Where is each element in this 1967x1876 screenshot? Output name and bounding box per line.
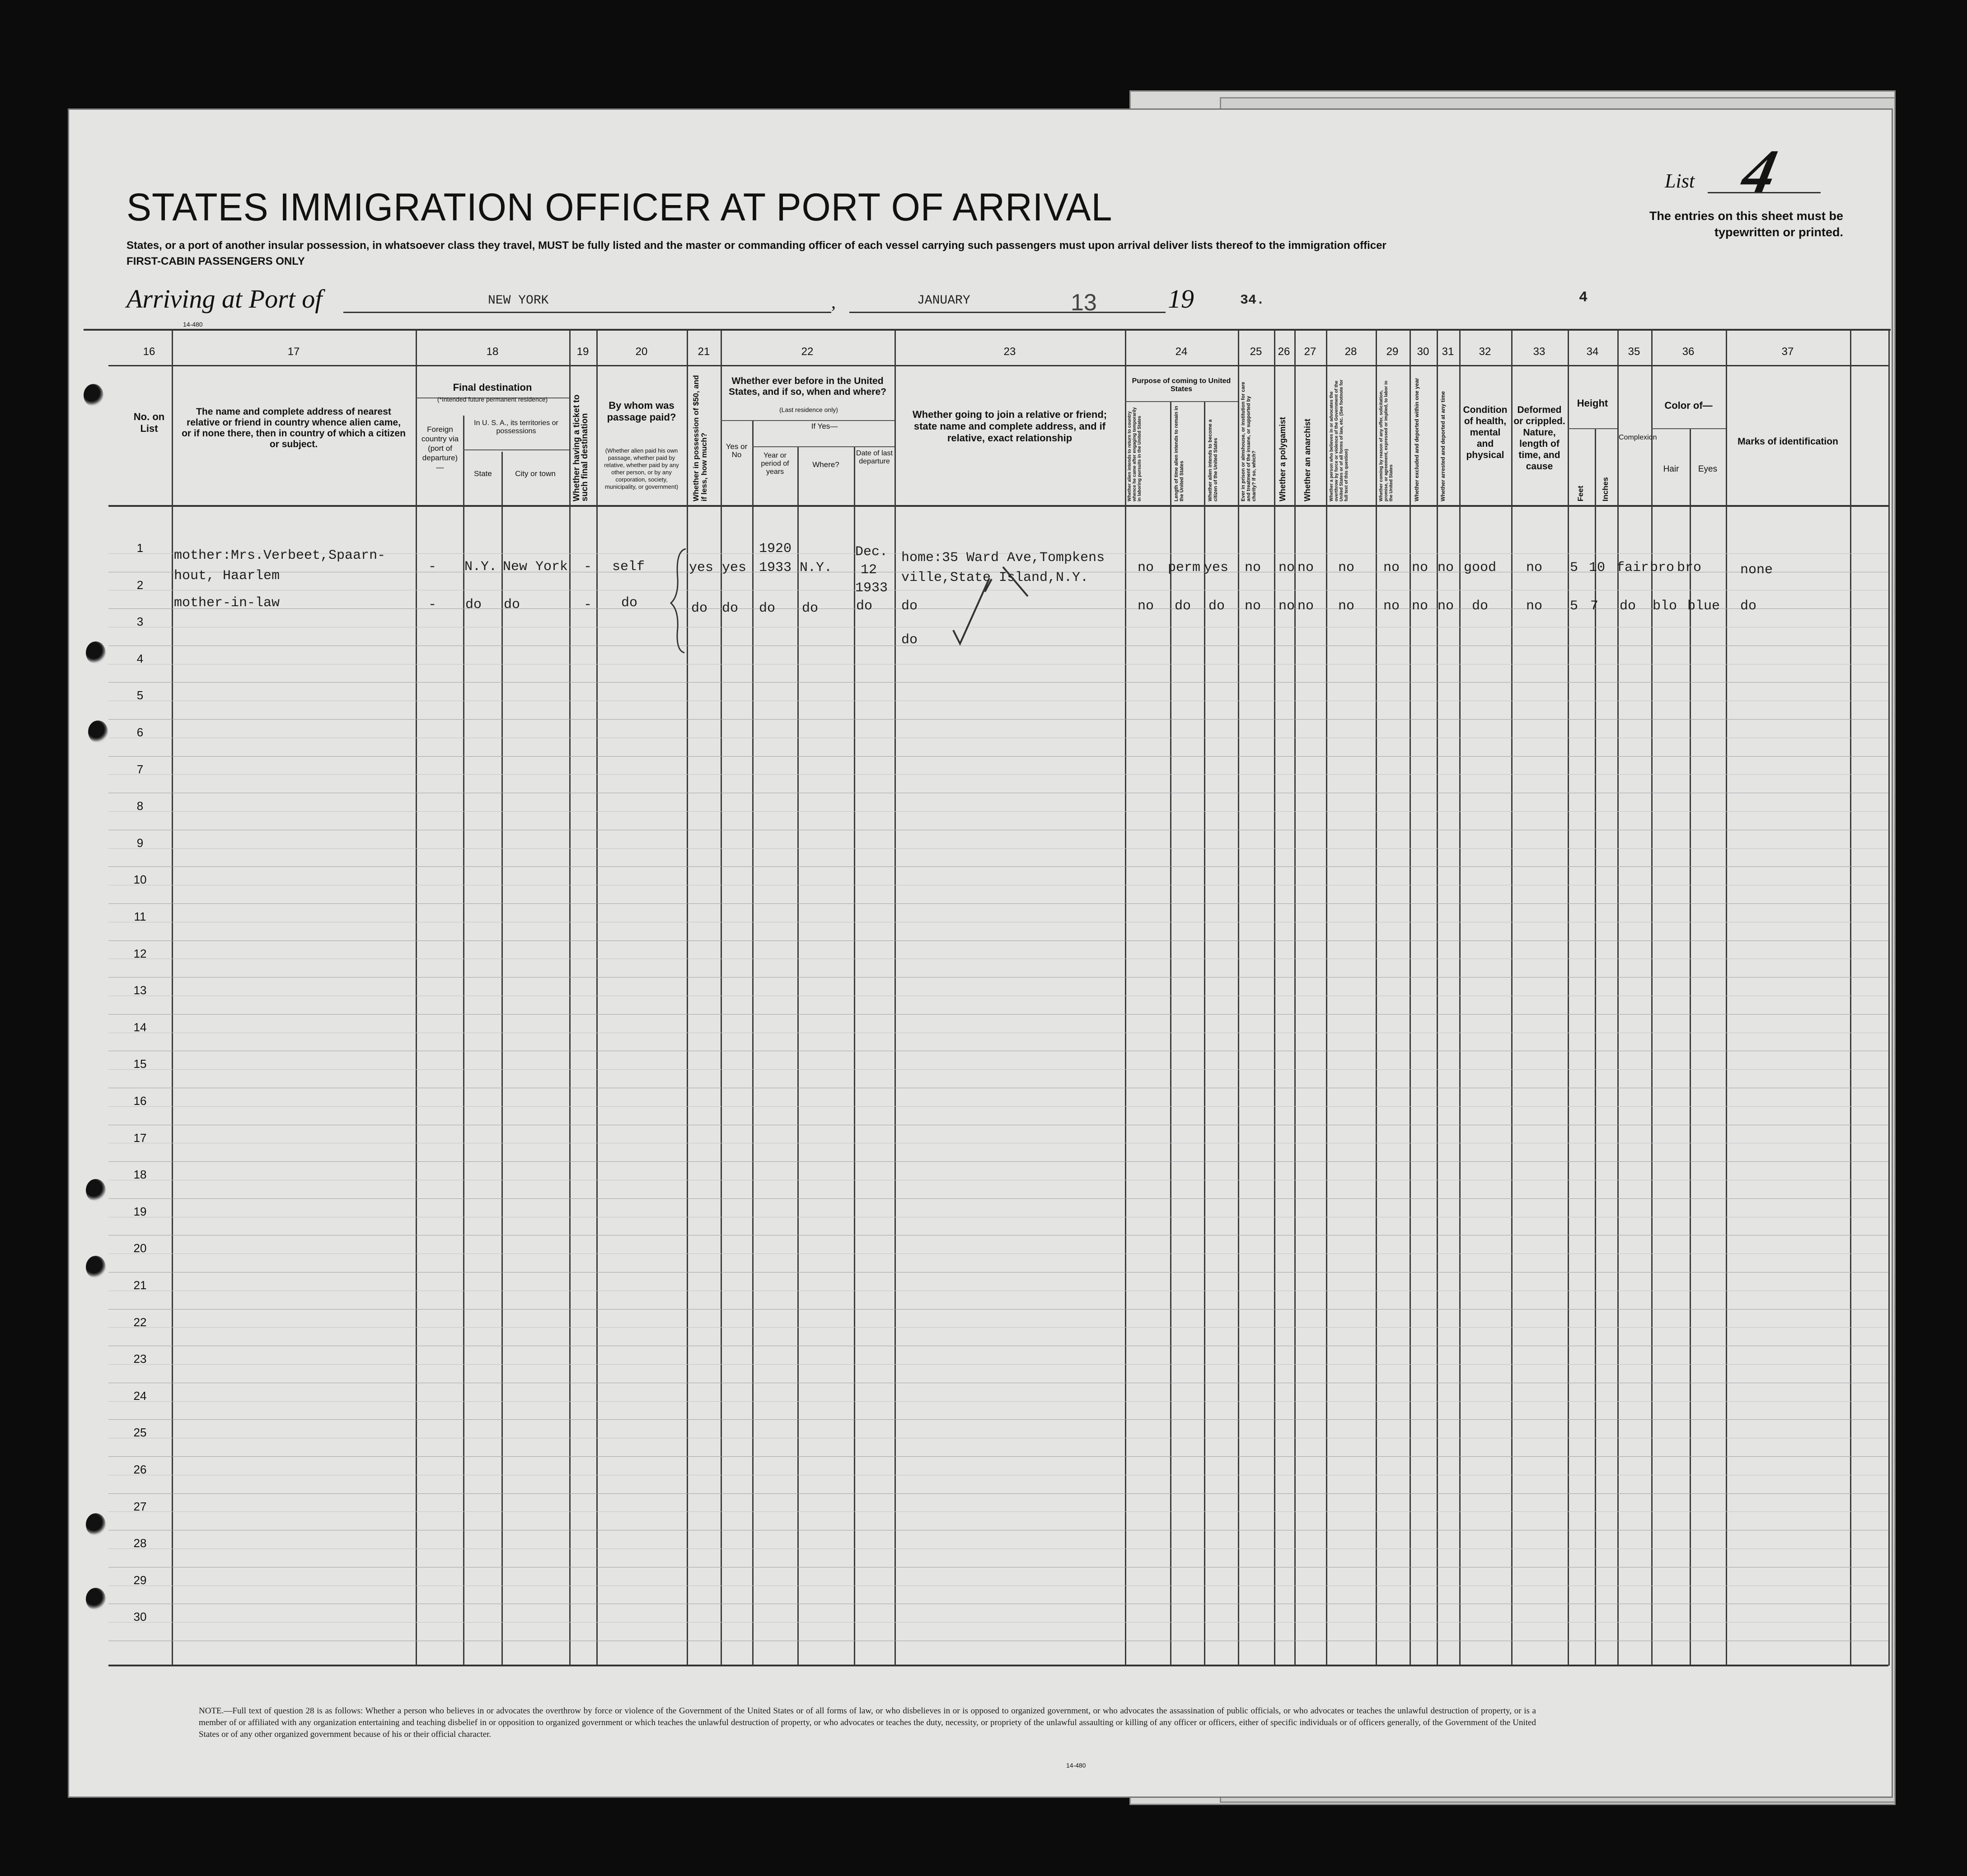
r1-join-line2: ville,State Island,N.Y.: [901, 570, 1089, 585]
header-yes-or-no: Yes or No: [726, 442, 748, 459]
r1-health: good: [1464, 560, 1497, 575]
r2-length: do: [1175, 599, 1191, 614]
arriving-label: Arriving at Port of: [126, 284, 323, 313]
row-number: 2: [136, 578, 144, 592]
r1-deformed: no: [1526, 560, 1543, 575]
r2-city: do: [504, 597, 520, 613]
r2-date: do: [856, 599, 873, 614]
col-number-34: 34: [1586, 346, 1599, 358]
col-number-18: 18: [486, 346, 499, 358]
row-number: 7: [136, 762, 144, 776]
header-relative-address: The name and complete address of nearest relative or friend in country whence alien came, or if none there, then in country of which a citizen or subject.: [182, 407, 406, 449]
header-purpose-citizen: Whether alien intends to become a citizen of the United States: [1208, 419, 1218, 501]
r1-ever-before: yes: [722, 560, 747, 575]
header-purpose-return: Whether alien intends to return to country whence he came after engaging temporarily in laboring pursuits in the United States: [1127, 407, 1142, 501]
row-number: 13: [133, 983, 147, 997]
r2-passage-paid: do: [621, 595, 638, 611]
r1-feet: 5: [1570, 560, 1578, 575]
r1-length: perm: [1168, 560, 1201, 575]
row-number: 28: [133, 1536, 147, 1550]
r2-inches: 7: [1590, 599, 1599, 614]
col-number-36: 36: [1682, 346, 1695, 358]
row-number: 21: [133, 1278, 147, 1292]
row-number: 18: [133, 1168, 147, 1182]
brace-mark: [671, 549, 686, 653]
col-number-20: 20: [635, 346, 648, 358]
header-deformed: Deformed or crippled. Nature, length of time, and cause: [1513, 405, 1565, 472]
r1-eyes: bro: [1677, 560, 1702, 575]
col-number-22: 22: [801, 346, 814, 358]
header-marks: Marks of identification: [1738, 436, 1838, 447]
footnote-question-28: NOTE.—Full text of question 28 is as follows: Whether a person who believes in or advocates the overthrow by force or violence of the Government of the United States or of all forms of law, or who disbelieves in or is opposed to organized government, or who advocates the assassination of public officials, or who advocates or teaches the unlawful destruction of property, or is a member of or affiliated with any organization entertaining and teaching disbelief in or opposition to organized government or which teaches the unlawful destruction of property, or who advocates or teaches the duty, necessity, or propriety of the unlawful assaulting or killing of any officer or officers, either of specific individuals or of officers generally, of the Government of the United States or of any other organized government because of his or their official character.: [199, 1706, 1536, 1739]
r2-arrested: no: [1438, 599, 1454, 614]
header-overthrow: Whether a person who believes in or advocates the overthrow by force or violence of the Government of the United States or of all forms of law, etc. (See footnote for full text of this question): [1329, 379, 1349, 501]
r1-return: no: [1138, 560, 1154, 575]
page-number: 4: [1579, 289, 1588, 306]
pencil-stroke: [1003, 567, 1028, 596]
header-if-yes: If Yes—: [811, 422, 838, 430]
row-number: 6: [136, 725, 144, 739]
row-number: 14: [133, 1020, 147, 1034]
header-state: State: [474, 469, 492, 478]
r2-overthrow: no: [1338, 599, 1355, 614]
col-number-28: 28: [1344, 346, 1357, 358]
row-number: 4: [136, 651, 144, 665]
row-number: 17: [133, 1131, 147, 1145]
r1-fifty-dollars: yes: [689, 560, 714, 575]
r1-prison: no: [1245, 560, 1261, 575]
row-number: 19: [133, 1204, 147, 1218]
form-number-top: 14-480: [183, 321, 203, 328]
col-number-30: 30: [1417, 346, 1429, 358]
r1-passage-paid: self: [612, 559, 645, 575]
page-title: STATES IMMIGRATION OFFICER AT PORT OF ARRIVAL: [126, 186, 1113, 229]
col-number-31: 31: [1442, 346, 1454, 358]
header-color-of: Color of—: [1664, 400, 1713, 411]
header-date-departure: Date of last departure: [856, 449, 893, 465]
instruction-line: States, or a port of another insular possession, in whatsoever class they travel, MUST be fully listed and the master or commanding officer of each vessel carrying such passengers must upon arrival deliver lists thereof to the immigration officer: [126, 239, 1386, 252]
r2-state: do: [465, 597, 482, 613]
r1-offer-labor: no: [1383, 560, 1400, 575]
col-number-26: 26: [1278, 346, 1290, 358]
r2-return: no: [1138, 599, 1154, 614]
row-number: 27: [133, 1499, 147, 1513]
col-number-25: 25: [1250, 346, 1262, 358]
r2-ever-before: do: [722, 601, 739, 616]
r2-feet: 5: [1570, 599, 1578, 614]
row-number: 15: [133, 1057, 147, 1071]
row-number: 16: [133, 1094, 147, 1108]
col-number-33: 33: [1533, 346, 1546, 358]
row-number: 12: [133, 946, 147, 960]
header-arrested: Whether arrested and deported at any time: [1440, 391, 1446, 501]
header-where: Where?: [812, 460, 839, 469]
row-number: 23: [133, 1352, 147, 1366]
header-city: City or town: [515, 469, 556, 478]
typewritten-notice: The entries on this sheet must be typewritten or printed.: [1649, 209, 1843, 239]
r2-offer-labor: no: [1383, 599, 1400, 614]
col-number-23: 23: [1003, 346, 1016, 358]
col-number-17: 17: [287, 346, 300, 358]
col-number-35: 35: [1628, 346, 1640, 358]
header-inches: Inches: [1601, 477, 1610, 501]
header-purpose: Purpose of coming to United States: [1132, 377, 1231, 393]
header-in-usa: In U. S. A., its territories or possessions: [474, 419, 558, 435]
row-number: 10: [133, 873, 147, 887]
header-ticket: Whether having a ticket to such final destination: [572, 394, 590, 501]
col-number-24: 24: [1175, 346, 1188, 358]
r1-join-line1: home:35 Ward Ave,Tompkens: [901, 550, 1105, 566]
r2-join: do: [901, 599, 918, 614]
check-mark: [953, 578, 992, 644]
r1-ticket: -: [584, 559, 592, 575]
r1-where: N.Y.: [800, 560, 833, 575]
r2-marks: do: [1740, 599, 1757, 614]
header-final-destination: Final destination: [453, 382, 532, 393]
col-number-32: 32: [1479, 346, 1491, 358]
row-number: 22: [133, 1315, 147, 1329]
header-foreign-country: Foreign country via (port of departure)—: [421, 425, 459, 472]
header-purpose-length: Length of time alien intends to remain in the United States: [1174, 406, 1185, 501]
r1-foreign-country: -: [428, 559, 437, 575]
r1-anarchist: no: [1297, 560, 1314, 575]
header-polygamist: Whether a polygamist: [1278, 416, 1287, 501]
header-ever-before: Whether ever before in the United States, and if so, when and where?: [729, 376, 886, 397]
row-number: 25: [133, 1426, 147, 1440]
r1-relative-line1: mother:Mrs.Verbeet,Spaarn-: [174, 548, 386, 563]
r2-fifty-dollars: do: [691, 601, 708, 616]
r2-excluded: no: [1412, 599, 1428, 614]
cabin-class-line: FIRST-CABIN PASSENGERS ONLY: [126, 255, 305, 267]
row-number: 3: [136, 615, 144, 629]
comma: ,: [831, 292, 836, 312]
r1-date-line3: 1933: [855, 580, 888, 596]
r1-overthrow: no: [1338, 560, 1355, 575]
header-feet: Feet: [1576, 486, 1585, 501]
col-number-27: 27: [1304, 346, 1316, 358]
row-number: 8: [136, 799, 144, 813]
r1-city: New York: [503, 559, 568, 575]
col-number-21: 21: [698, 346, 710, 358]
header-passage-paid-note: (Whether alien paid his own passage, whether paid by relative, whether paid by any other person, or by any corporation, society, municipality, or government): [604, 447, 679, 490]
r2-anarchist: no: [1297, 599, 1314, 614]
list-number: 4: [1736, 137, 1783, 207]
r1-arrested: no: [1438, 560, 1454, 575]
r2-health: do: [1472, 599, 1489, 614]
r2-ticket: -: [584, 597, 592, 613]
header-final-destination-note: (*Intended future permanent residence): [437, 396, 548, 403]
r1-state: N.Y.: [464, 559, 497, 575]
row-number: 1: [136, 541, 144, 555]
header-eyes: Eyes: [1698, 464, 1718, 474]
col-number-16: 16: [143, 346, 155, 358]
r3-join: do: [901, 632, 918, 648]
row-number: 26: [133, 1463, 147, 1476]
year-suffix: 34.: [1240, 293, 1265, 308]
header-prison: Ever in prison or almshouse, or institution for care and treatment of the insane, or supported by charity? If so, which?: [1241, 382, 1257, 501]
arrival-month: JANUARY: [917, 294, 970, 308]
r2-citizen: do: [1208, 599, 1225, 614]
r2-foreign-country: -: [428, 597, 437, 613]
arrival-day: 13: [1071, 290, 1097, 316]
header-height: Height: [1577, 398, 1608, 409]
r2-complexion: do: [1620, 599, 1636, 614]
r1-inches: 10: [1589, 560, 1606, 575]
r2-polygamist: no: [1279, 599, 1295, 614]
header-no-on-list: No. on List: [133, 411, 165, 434]
r1-years-line2: 1933: [759, 560, 792, 575]
r1-date-line2: 12: [861, 562, 877, 578]
header-hair: Hair: [1663, 464, 1679, 474]
r1-hair: bro: [1650, 560, 1675, 575]
col-number-19: 19: [576, 346, 589, 358]
form-number-bottom: 14-480: [1066, 1762, 1086, 1769]
header-complexion: Complexion: [1619, 434, 1657, 441]
r1-marks: none: [1740, 562, 1773, 578]
header-health: Condition of health, mental and physical: [1463, 405, 1508, 460]
r2-deformed: no: [1526, 599, 1543, 614]
r2-relative: mother-in-law: [174, 595, 280, 611]
r2-where: do: [802, 601, 819, 616]
header-passage-paid: By whom was passage paid?: [607, 400, 676, 423]
header-fifty-dollars: Whether in possession of $50, and if less, how much?: [692, 375, 708, 501]
header-excluded: Whether excluded and deported within one year: [1414, 378, 1420, 501]
row-number: 29: [133, 1573, 147, 1587]
r1-relative-line2: hout, Haarlem: [174, 568, 280, 584]
r2-hair: blo: [1653, 599, 1677, 614]
r1-complexion: fair: [1616, 560, 1649, 575]
r1-polygamist: no: [1279, 560, 1295, 575]
row-number: 24: [133, 1389, 147, 1403]
row-number: 30: [133, 1610, 147, 1624]
row-number: 9: [136, 836, 144, 850]
port-of-arrival: NEW YORK: [488, 294, 549, 308]
r2-eyes: blue: [1687, 599, 1720, 614]
r2-years: do: [759, 601, 776, 616]
list-label: List: [1665, 170, 1695, 192]
header-join-relative: Whether going to join a relative or friend; state name and complete address, and if relative, exact relationship: [912, 409, 1107, 444]
header-offer-labor: Whether coming by reason of any offer, solicitation, promise, or agreement, expressed or implied, to labor in the United States: [1379, 380, 1394, 501]
col-number-37: 37: [1781, 346, 1794, 358]
r1-citizen: yes: [1204, 560, 1229, 575]
col-number-29: 29: [1386, 346, 1399, 358]
header-year-period: Year or period of years: [761, 452, 789, 476]
row-number: 5: [136, 688, 144, 702]
r1-date-line1: Dec.: [855, 544, 888, 560]
r2-prison: no: [1245, 599, 1261, 614]
header-last-residence: (Last residence only): [779, 406, 838, 413]
row-number: 11: [134, 910, 146, 923]
row-number: 20: [133, 1241, 147, 1255]
year-prefix: 19: [1168, 284, 1194, 313]
header-anarchist: Whether an anarchist: [1303, 418, 1312, 501]
r1-years-line1: 1920: [759, 541, 792, 557]
r1-excluded: no: [1412, 560, 1428, 575]
